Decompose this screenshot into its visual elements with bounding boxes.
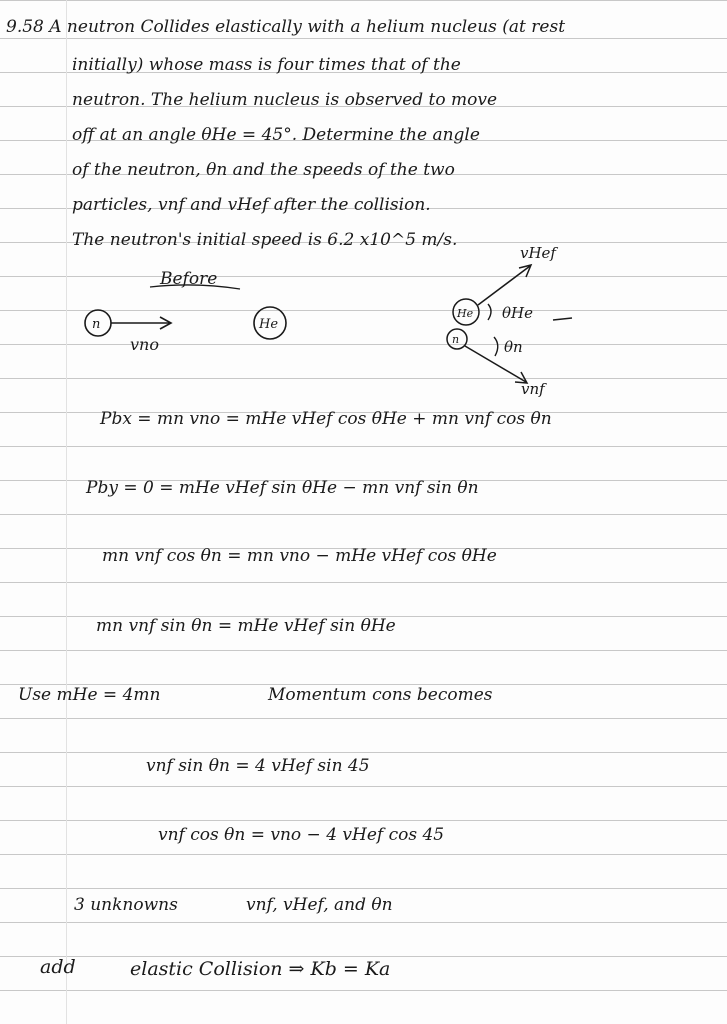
sin-equation: vnf sin θn = 4 vHef sin 45 (146, 756, 370, 776)
unknowns-label: 3 unknowns (74, 895, 178, 915)
neutron-x-equation: mn vnf cos θn = mn vno − mHe vHef cos θHe (102, 546, 497, 566)
elastic-collision-statement: elastic Collision ⇒ Kb = Ka (130, 958, 391, 980)
use-mass-ratio: Use mHe = 4mn (18, 685, 161, 705)
theta-he-label: θHe (502, 304, 533, 322)
neutron-after-label: n (452, 333, 460, 346)
reference-dash (553, 318, 572, 320)
vno-label: vno (130, 335, 159, 354)
helium-before-label: He (259, 317, 279, 332)
cos-equation: vnf cos θn = vno − 4 vHef cos 45 (158, 825, 445, 845)
problem-line-7: The neutron's initial speed is 6.2 x10^5 m/s. (72, 230, 458, 250)
unknowns-list: vnf, vHef, and θn (246, 895, 393, 915)
helium-after-label: He (457, 307, 474, 320)
problem-line-4: off at an angle θHe = 45°. Determine the angle (72, 125, 480, 145)
neutron-before-label: n (92, 317, 101, 332)
problem-line-6: particles, vnf and vHef after the collision. (72, 195, 431, 215)
theta-he-arc (488, 304, 491, 320)
vnf-label: vnf (521, 380, 545, 398)
pbx-equation: Pbx = mn vno = mHe vHef cos θHe + mn vnf cos θn (100, 409, 552, 429)
problem-line-3: neutron. The helium nucleus is observed to move (72, 90, 498, 110)
problem-line-2: initially) whose mass is four times that of the (72, 55, 461, 75)
neutron-y-equation: mn vnf sin θn = mHe vHef sin θHe (96, 616, 396, 636)
problem-line-5: of the neutron, θn and the speeds of the two (72, 160, 455, 180)
momentum-becomes: Momentum cons becomes (268, 685, 493, 705)
vhef-arrow (478, 266, 530, 305)
before-label: Before (160, 269, 218, 289)
add-label: add (40, 956, 76, 978)
pby-equation: Pby = 0 = mHe vHef sin θHe − mn vnf sin θn (86, 478, 479, 498)
problem-line-1: 9.58 A neutron Collides elastically with a helium nucleus (at rest (6, 17, 566, 37)
theta-n-label: θn (504, 338, 523, 356)
vhef-label: vHef (520, 244, 556, 262)
theta-n-arc (494, 337, 498, 356)
